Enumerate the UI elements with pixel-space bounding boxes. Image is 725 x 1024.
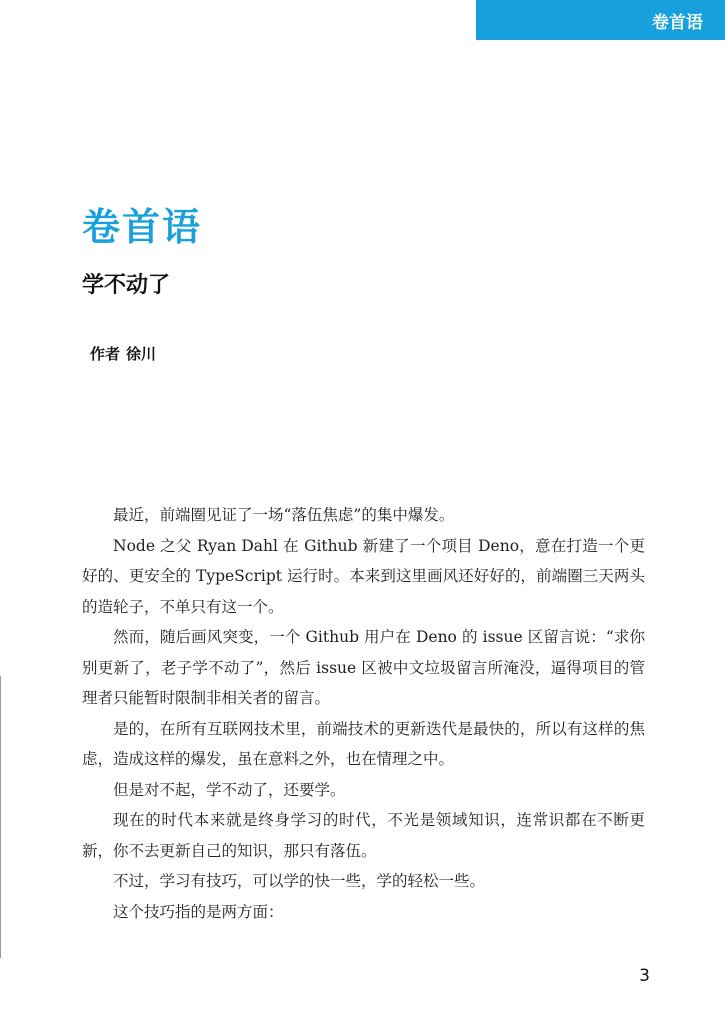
page-edge-line [0,676,1,958]
chapter-tab [476,0,725,40]
article-body [82,500,645,927]
page-number: 3 [639,966,650,986]
paragraph: 然而，随后画风突变，一个 Github 用户在 Deno 的 issue 区留言说：“求你别更新了，老子学不动了”，然后 issue 区被中文垃圾留言所淹没，逼得项目的管理者只能暂时限制非相关者的留言。 [82,628,645,707]
paragraph: 不过，学习有技巧，可以学的快一些，学的轻松一些。 [113,872,486,890]
author-line [90,343,156,364]
paragraph: 但是对不起，学不动了，还要学。 [113,780,346,799]
section-title: 卷首语 [82,205,203,249]
chapter-tab-label: 卷首语 [652,12,703,33]
author-name: 徐川 [126,345,157,363]
paragraph: 现在的时代本来就是终身学习的时代，不光是领域知识，连常识都在不断更新，你不去更新自己的知识，那只有落伍。 [82,811,645,860]
author-label: 作者 [90,345,121,363]
paragraph: 这个技巧指的是两方面： [113,902,284,921]
paragraph: 最近，前端圈见证了一场“落伍焦虑”的集中爆发。 [113,506,455,524]
article-subtitle: 学不动了 [82,273,171,298]
paragraph: 是的，在所有互联网技术里，前端技术的更新迭代是最快的，所以有这样的焦虑，造成这样的爆发，虽在意料之外，也在情理之中。 [82,719,645,768]
paragraph: Node 之父 Ryan Dahl 在 Github 新建了一个项目 Deno，意在打造一个更好的、更安全的 TypeScript 运行时。本来到这里画风还好好的，前端圈三天两头的造轮子，不单只有这一个。 [82,536,645,616]
